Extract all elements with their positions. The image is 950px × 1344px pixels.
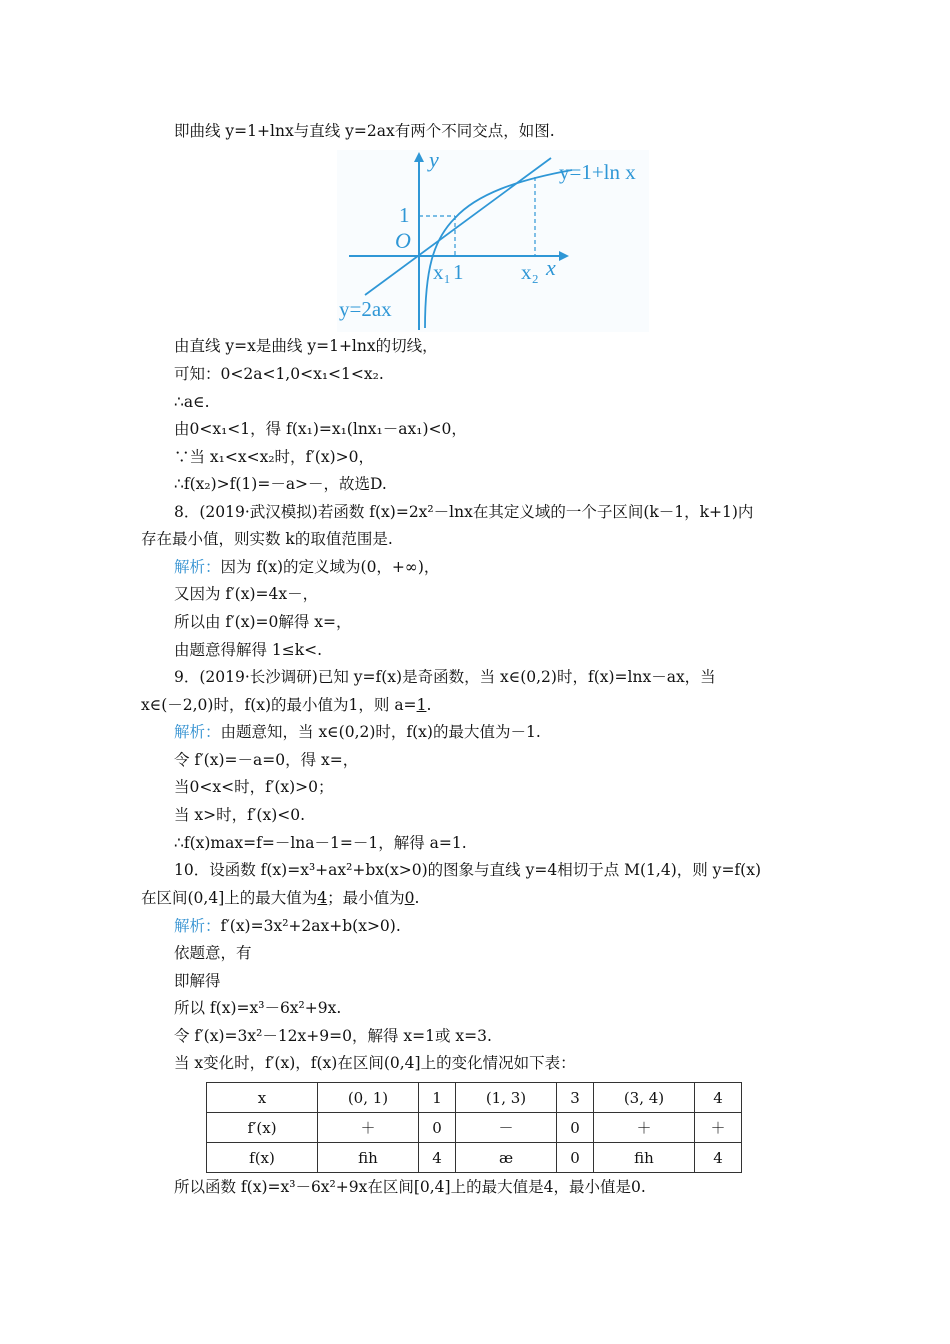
table-cell: (1, 3) bbox=[456, 1083, 557, 1113]
text-line: ∴f(x₂)>f(1)=－a>－，故选D. bbox=[174, 475, 387, 493]
text-line: ∴a∈. bbox=[174, 393, 210, 411]
function-graph bbox=[337, 150, 649, 332]
table-cell: 0 bbox=[419, 1113, 456, 1143]
table-cell: ＋ bbox=[594, 1113, 695, 1143]
one-label: 1 bbox=[453, 260, 464, 284]
question-8-line-2: 存在最小值，则实数 k的取值范围是. bbox=[141, 530, 393, 548]
question-10-line-2 bbox=[141, 888, 419, 908]
question-10-text: 在区间(0,4]上的最大值为 bbox=[141, 889, 318, 907]
text-line: 即解得 bbox=[174, 972, 221, 990]
q9-answer: 1 bbox=[416, 696, 427, 714]
question-9-line-1: 9．(2019·长沙调研)已知 y=f(x)是奇函数，当 x∈(0,2)时，f(x)=lnx－ax，当 bbox=[174, 668, 716, 686]
table-cell: － bbox=[456, 1113, 557, 1143]
text-line: 由直线 y=x是曲线 y=1+lnx的切线， bbox=[174, 337, 438, 355]
table-cell: (0, 1) bbox=[318, 1083, 419, 1113]
q10-max-answer: 4 bbox=[317, 889, 328, 907]
table-cell: f′(x) bbox=[207, 1113, 318, 1143]
variation-table bbox=[206, 1082, 742, 1173]
question-8-line-1: 8．(2019·武汉模拟)若函数 f(x)=2x²－lnx在其定义域的一个子区间(k－1，k+1)内 bbox=[174, 503, 754, 521]
period: . bbox=[414, 889, 420, 907]
curve-label: y=1+ln x bbox=[559, 160, 636, 184]
table-cell: 3 bbox=[557, 1083, 594, 1113]
analysis-text: f′(x)=3x²+2ax+b(x>0). bbox=[220, 917, 401, 935]
question-9-line-2 bbox=[141, 695, 431, 715]
analysis-text: 因为 f(x)的定义域为(0，+∞)， bbox=[220, 558, 440, 576]
analysis-label: 解析： bbox=[174, 558, 221, 576]
table-cell: x bbox=[207, 1083, 318, 1113]
text-line: 当 x>时，f′(x)<0. bbox=[174, 806, 306, 824]
table-row bbox=[207, 1083, 742, 1113]
text-line: 当 x变化时，f′(x)，f(x)在区间(0,4]上的变化情况如下表： bbox=[174, 1054, 576, 1072]
line-label: y=2ax bbox=[339, 297, 392, 321]
text-line: ∴f(x)max=f=－lna－1=－1，解得 a=1. bbox=[174, 834, 467, 852]
analysis-label: 解析： bbox=[174, 917, 221, 935]
table-cell: 4 bbox=[695, 1143, 742, 1173]
tick-label-1: 1 bbox=[399, 203, 410, 227]
table-cell: (3, 4) bbox=[594, 1083, 695, 1113]
text-line: 所以 f(x)=x³－6x²+9x. bbox=[174, 999, 342, 1017]
table-cell: 4 bbox=[419, 1143, 456, 1173]
table-cell: 0 bbox=[557, 1143, 594, 1173]
text-line: 令 f′(x)=－a=0，得 x=， bbox=[174, 751, 359, 769]
text-line: 由题意得解得 1≤k<. bbox=[174, 641, 323, 659]
period: . bbox=[426, 696, 432, 714]
analysis-text: 由题意知，当 x∈(0,2)时，f(x)的最大值为－1. bbox=[220, 723, 541, 741]
text-line: 又因为 f′(x)=4x－， bbox=[174, 585, 319, 603]
table-cell: 1 bbox=[419, 1083, 456, 1113]
table-cell: 4 bbox=[695, 1083, 742, 1113]
table-cell: ﬁh bbox=[594, 1143, 695, 1173]
text-line: 由0<x₁<1，得 f(x₁)=x₁(lnx₁－ax₁)<0， bbox=[174, 420, 467, 438]
q10-min-answer: 0 bbox=[404, 889, 415, 907]
text-line: 可知：0<2a<1,0<x₁<1<x₂. bbox=[174, 365, 384, 383]
text-line: 所以由 f′(x)=0解得 x=， bbox=[174, 613, 352, 631]
y-axis-label: y bbox=[429, 150, 439, 172]
question-10-line-1: 10．设函数 f(x)=x³+ax²+bx(x>0)的图象与直线 y=4相切于点 M(1,4)，则 y=f(x) bbox=[174, 861, 762, 879]
table-cell: ﬁh bbox=[318, 1143, 419, 1173]
x-axis-label: x bbox=[546, 255, 556, 280]
text-line: ∵当 x₁<x<x₂时，f′(x)>0， bbox=[174, 448, 374, 466]
text-line bbox=[174, 557, 439, 577]
text-line: 当0<x<时，f′(x)>0； bbox=[174, 778, 334, 796]
text-line: 令 f′(x)=3x²－12x+9=0，解得 x=1或 x=3. bbox=[174, 1027, 492, 1045]
table-cell: 0 bbox=[557, 1113, 594, 1143]
text-line: 即曲线 y=1+lnx与直线 y=2ax有两个不同交点，如图. bbox=[174, 122, 555, 140]
text-line: 所以函数 f(x)=x³－6x²+9x在区间[0,4]上的最大值是4，最小值是0. bbox=[174, 1178, 646, 1196]
text-line bbox=[174, 722, 541, 742]
table-cell: æ bbox=[456, 1143, 557, 1173]
x1-label: x₁ bbox=[433, 260, 451, 284]
question-10-mid: ；最小值为 bbox=[327, 889, 405, 907]
table-cell: ＋ bbox=[318, 1113, 419, 1143]
table-row bbox=[207, 1113, 742, 1143]
table-cell: f(x) bbox=[207, 1143, 318, 1173]
analysis-label: 解析： bbox=[174, 723, 221, 741]
origin-label: O bbox=[395, 228, 411, 253]
text-line bbox=[174, 916, 401, 936]
text-line: 依题意，有 bbox=[174, 944, 252, 962]
x2-label: x₂ bbox=[521, 260, 539, 284]
question-9-text: x∈(－2,0)时，f(x)的最小值为1，则 a= bbox=[141, 696, 417, 714]
table-cell: ＋ bbox=[695, 1113, 742, 1143]
table-row bbox=[207, 1143, 742, 1173]
